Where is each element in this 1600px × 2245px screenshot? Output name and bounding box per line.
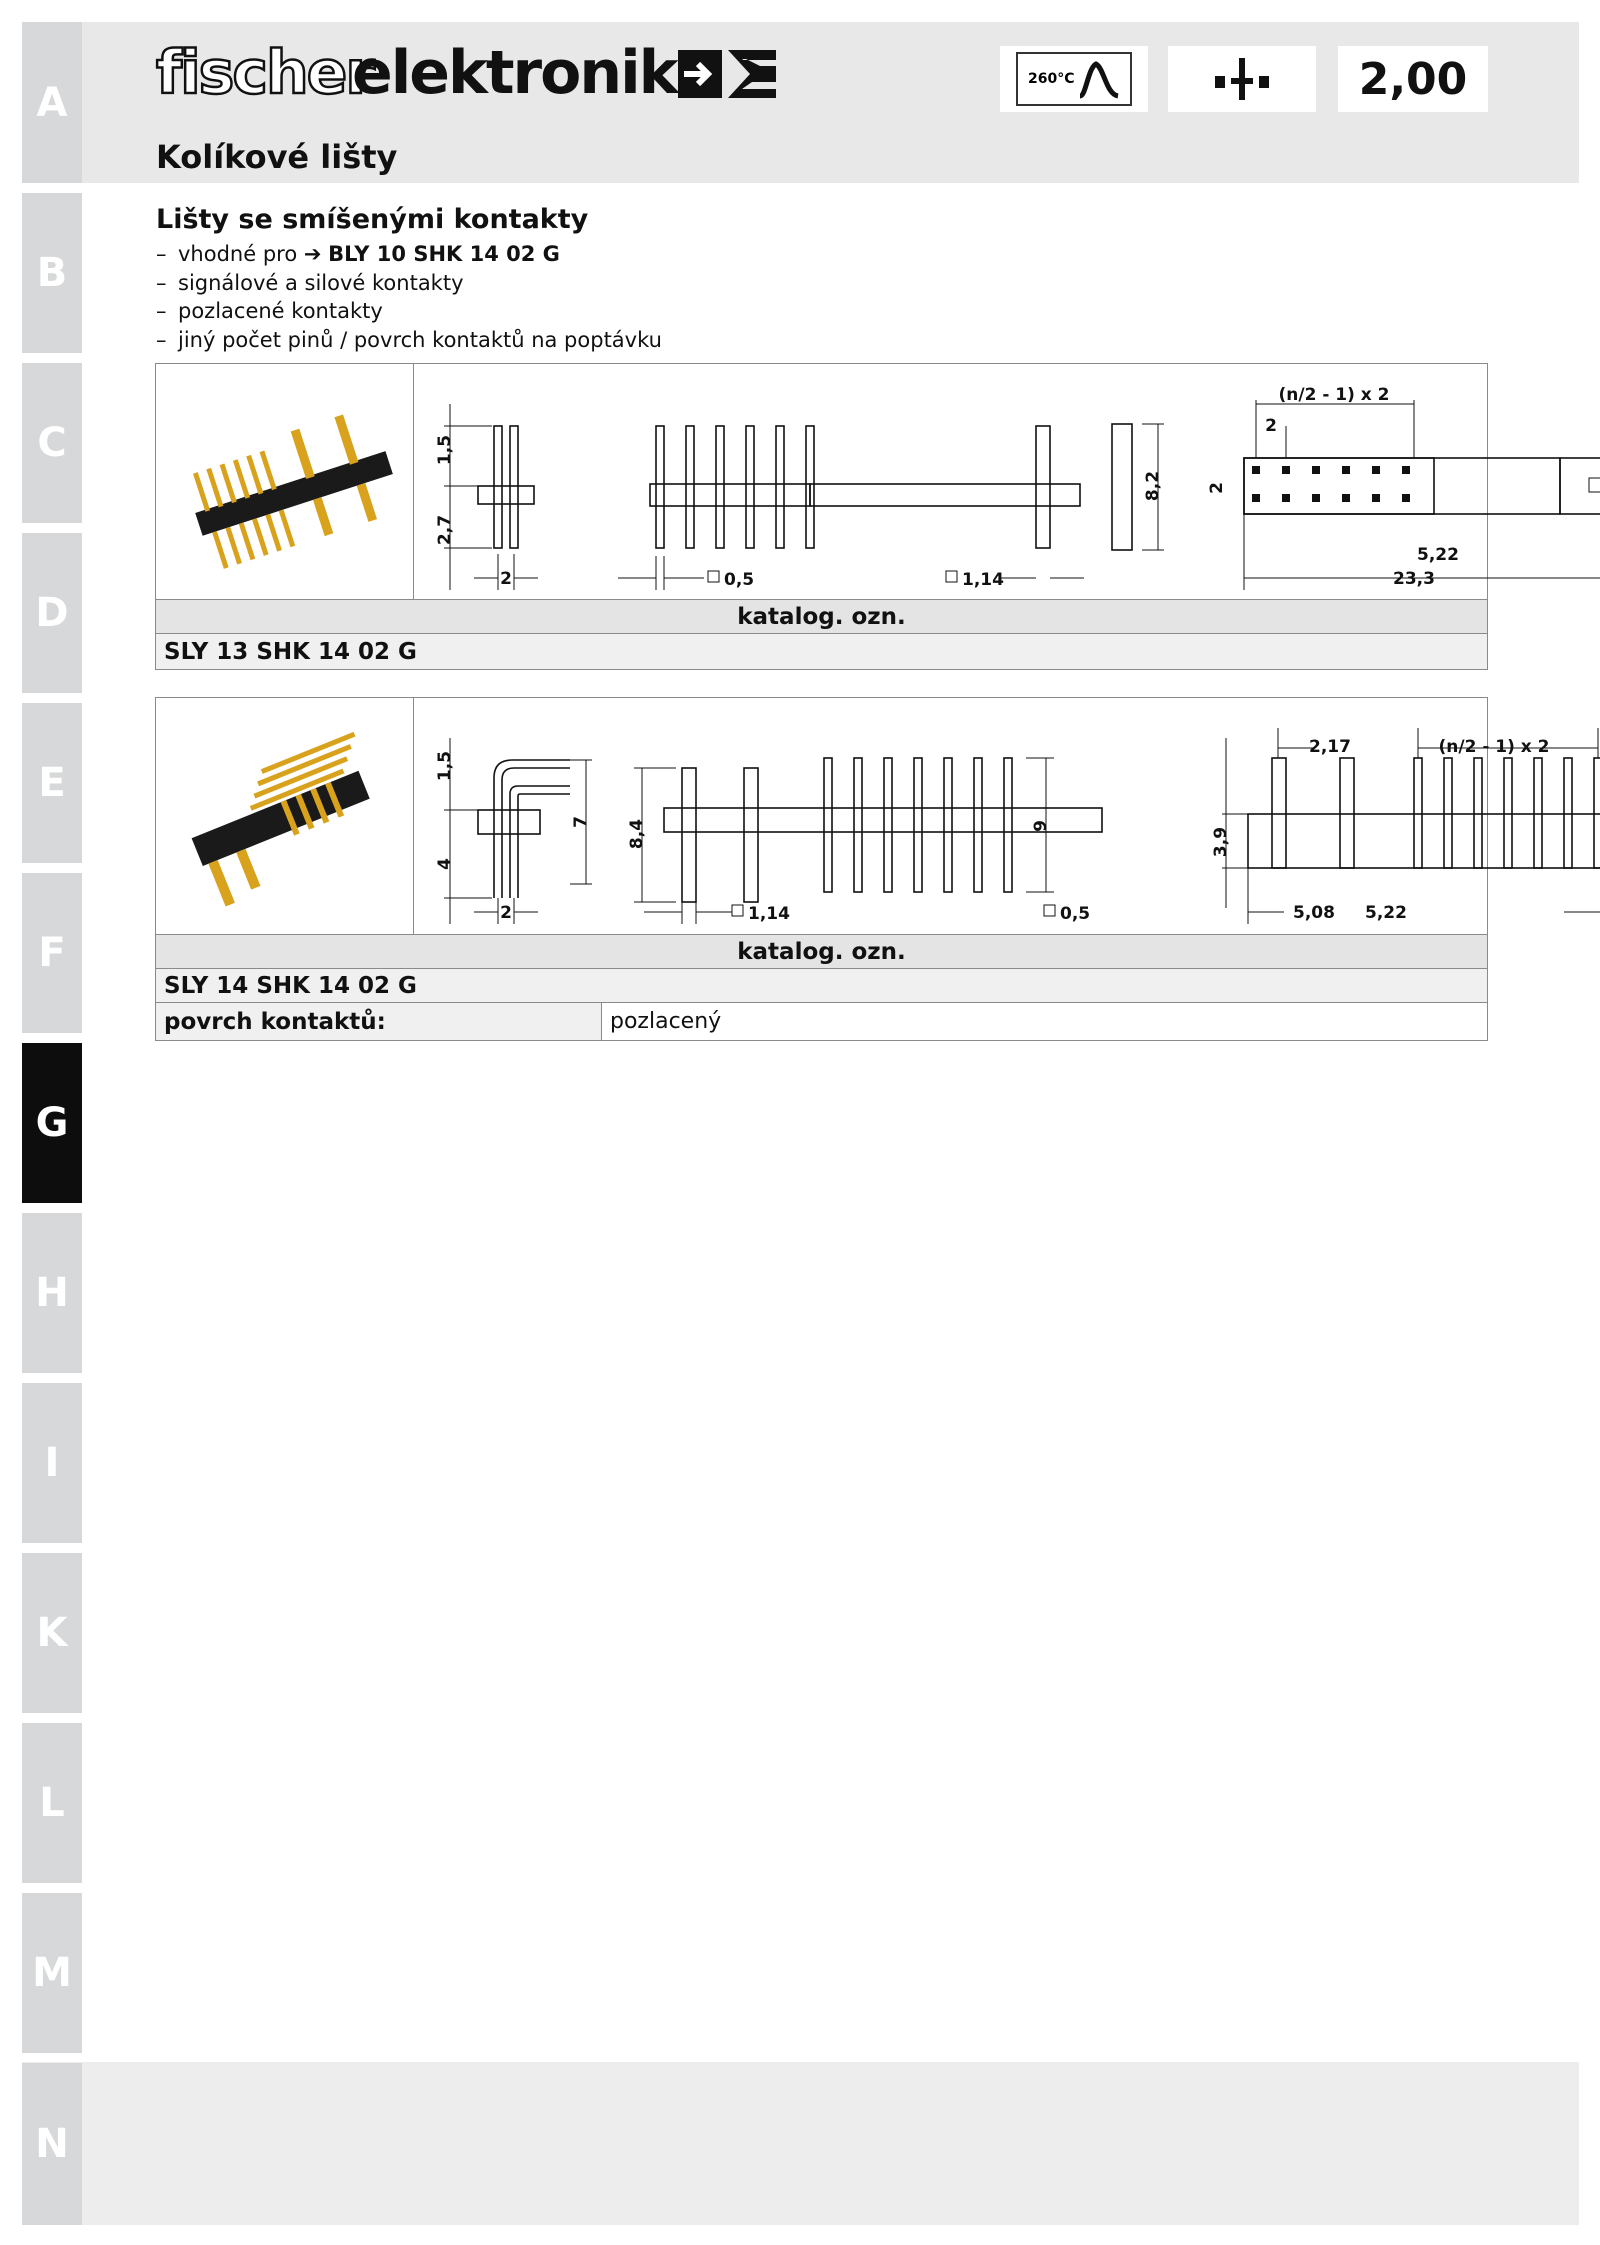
feature-item bbox=[156, 269, 662, 298]
side-tab-b[interactable]: B bbox=[22, 193, 82, 353]
technical-drawing-1 bbox=[414, 364, 1487, 599]
dim-row-gap: 2 bbox=[1207, 482, 1227, 494]
footer-band bbox=[22, 2062, 1579, 2225]
dim-height: 8,2 bbox=[1143, 470, 1163, 502]
catalog-header-1: katalog. ozn. bbox=[156, 599, 1487, 633]
dim-pitch-top: 2 bbox=[1265, 416, 1277, 436]
feature-text: jiný počet pinů / povrch kontaktů na poptávku bbox=[178, 327, 662, 352]
pin-header-straight-image bbox=[156, 364, 412, 599]
product-photo-2 bbox=[156, 698, 414, 934]
bullet-dash: – bbox=[156, 270, 167, 295]
side-view-2 bbox=[435, 738, 592, 924]
side-tab-h[interactable]: H bbox=[22, 1213, 82, 1373]
front-view-2 bbox=[627, 758, 1102, 924]
dim-formula: (n/2 - 1) x 2 bbox=[1278, 385, 1390, 405]
bullet-dash: – bbox=[156, 242, 167, 266]
dim-height: 9 bbox=[1031, 820, 1051, 832]
side-view-1 bbox=[435, 404, 538, 590]
dim-bottom-pin: 2,7 bbox=[435, 514, 455, 546]
solder-profile-icon bbox=[1014, 50, 1134, 108]
side-tab-m[interactable]: M bbox=[22, 1893, 82, 2053]
dim-square-small: 0,5 bbox=[724, 570, 755, 590]
compatible-part-link[interactable]: BLY 10 SHK 14 02 G bbox=[328, 242, 560, 266]
solder-temp-box bbox=[1000, 46, 1148, 112]
feature-item bbox=[156, 240, 662, 269]
dim-5-22: 5,22 bbox=[1417, 545, 1459, 565]
pcb-mount-icon bbox=[1207, 54, 1277, 104]
side-tab-d[interactable]: D bbox=[22, 533, 82, 693]
section-title: Lišty se smíšenými kontakty bbox=[156, 204, 589, 235]
part-number-2[interactable]: SLY 14 SHK 14 02 G bbox=[156, 968, 1487, 1002]
surface-row bbox=[156, 1002, 1487, 1040]
dim-bottom-pin: 4 bbox=[435, 858, 455, 870]
logo-arrow-icon bbox=[676, 46, 778, 102]
dim-length: 23,3 bbox=[1393, 569, 1435, 589]
dim-5-08: 5,08 bbox=[1293, 903, 1335, 923]
surface-value: pozlacený bbox=[610, 1009, 722, 1034]
dim-height-right: 7 bbox=[571, 816, 591, 828]
dim-pitch: 2 bbox=[500, 903, 512, 923]
side-tab-f[interactable]: F bbox=[22, 873, 82, 1033]
dim-formula: (n/2 - 1) x 2 bbox=[1438, 737, 1550, 757]
feature-text: pozlacené kontakty bbox=[178, 299, 383, 323]
product-photo-1 bbox=[156, 364, 414, 599]
dim-square-small: 0,5 bbox=[1060, 904, 1091, 924]
bullet-dash: – bbox=[156, 299, 167, 323]
dim-pitch: 2 bbox=[500, 569, 512, 589]
arrow-icon: ➔ bbox=[303, 242, 322, 266]
dim-5-22: 5,22 bbox=[1365, 903, 1407, 923]
dim-top-pin: 1,5 bbox=[435, 750, 455, 782]
dim-square-large: 1,14 bbox=[962, 570, 1004, 590]
feature-text: signálové a silové kontakty bbox=[178, 270, 464, 295]
product-card-1 bbox=[155, 363, 1488, 670]
dim-height-left: 8,4 bbox=[627, 818, 647, 850]
top-view-1 bbox=[1207, 385, 1600, 590]
side-tab-l[interactable]: L bbox=[22, 1723, 82, 1883]
solder-temp-label: 260°C bbox=[1028, 71, 1075, 87]
side-tab-c[interactable]: C bbox=[22, 363, 82, 523]
side-tab-g[interactable]: G bbox=[22, 1043, 82, 1203]
dim-top-pin: 1,5 bbox=[435, 434, 455, 466]
part-number-1[interactable]: SLY 13 SHK 14 02 G bbox=[156, 633, 1487, 669]
product-card-2 bbox=[155, 697, 1550, 1041]
dim-body-height: 3,9 bbox=[1211, 826, 1231, 858]
pin-header-angled-image bbox=[156, 698, 412, 934]
logo-fischer: fischer bbox=[156, 38, 373, 108]
bottom-view-2 bbox=[1211, 728, 1600, 924]
side-tab-n[interactable]: N bbox=[22, 2063, 82, 2225]
side-tab-a[interactable]: A bbox=[22, 22, 82, 183]
page-title: Kolíkové lišty bbox=[156, 138, 398, 176]
feature-item bbox=[156, 326, 662, 355]
bullet-dash: – bbox=[156, 327, 167, 352]
surface-label: povrch kontaktů: bbox=[156, 1003, 602, 1040]
feature-text: vhodné pro bbox=[178, 242, 304, 266]
mount-box bbox=[1168, 46, 1316, 112]
side-tab-e[interactable]: E bbox=[22, 703, 82, 863]
feature-item bbox=[156, 297, 662, 326]
technical-drawing-2 bbox=[414, 698, 1550, 934]
dim-2-17: 2,17 bbox=[1309, 737, 1351, 757]
feature-list bbox=[156, 240, 662, 354]
side-tab-i[interactable]: I bbox=[22, 1383, 82, 1543]
side-tab-k[interactable]: K bbox=[22, 1553, 82, 1713]
catalog-header-2: katalog. ozn. bbox=[156, 934, 1487, 968]
price-box: 2,00 bbox=[1338, 46, 1488, 112]
dim-square-large: 1,14 bbox=[748, 904, 790, 924]
front-view-1 bbox=[618, 424, 1164, 590]
logo-elektronik: elektronik bbox=[352, 38, 677, 108]
